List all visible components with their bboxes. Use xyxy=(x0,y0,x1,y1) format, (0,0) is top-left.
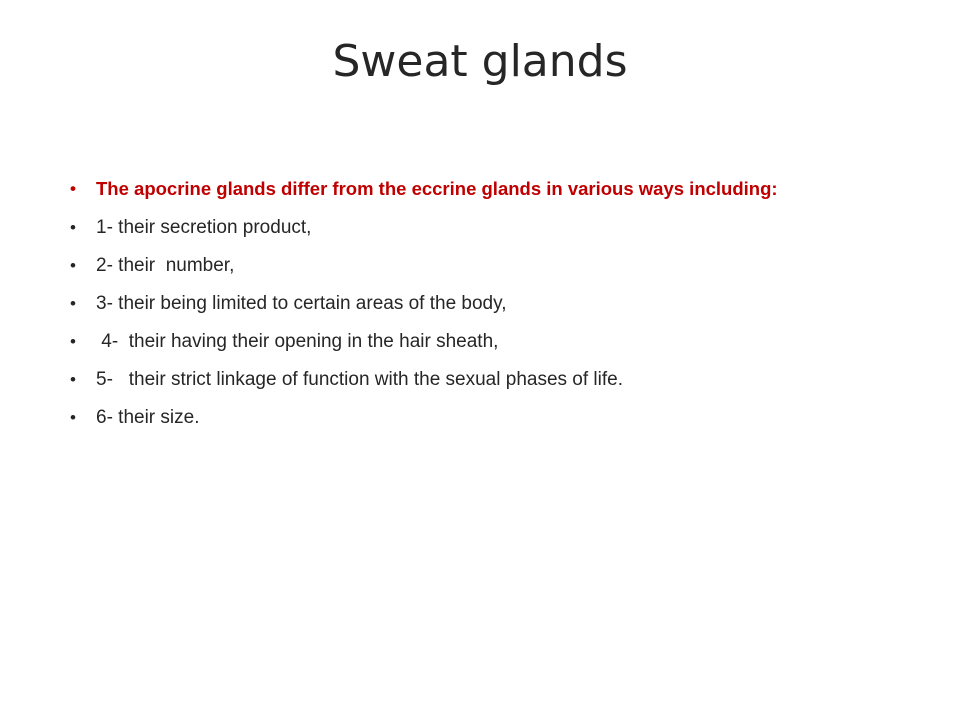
bullet-dot-icon: • xyxy=(70,370,76,389)
bullet-dot-icon: • xyxy=(70,408,76,427)
bullet-text: The apocrine glands differ from the eccrine glands in various ways including: xyxy=(96,178,778,199)
bullet-text: 2- their number, xyxy=(96,255,235,276)
bullet-item-opening xyxy=(70,329,890,355)
bullet-item-secretion xyxy=(70,215,890,241)
bullet-item-size xyxy=(70,405,890,431)
slide-title: Sweat glands xyxy=(332,36,628,87)
bullet-text: 4- their having their opening in the hair sheath, xyxy=(96,331,499,352)
bullet-text: 6- their size. xyxy=(96,407,200,428)
bullet-item-number xyxy=(70,253,890,279)
bullet-text: 3- their being limited to certain areas of the body, xyxy=(96,293,507,314)
bullet-item-intro xyxy=(70,176,890,202)
bullet-dot-icon: • xyxy=(70,179,76,198)
bullet-dot-icon: • xyxy=(70,256,76,275)
bullet-text: 1- their secretion product, xyxy=(96,217,312,238)
bullet-text: 5- their strict linkage of function with the sexual phases of life. xyxy=(96,369,623,390)
bullet-item-linkage xyxy=(70,367,890,393)
bullet-dot-icon: • xyxy=(70,218,76,237)
bullet-list xyxy=(70,176,890,443)
bullet-dot-icon: • xyxy=(70,332,76,351)
bullet-item-areas xyxy=(70,291,890,317)
bullet-dot-icon: • xyxy=(70,294,76,313)
